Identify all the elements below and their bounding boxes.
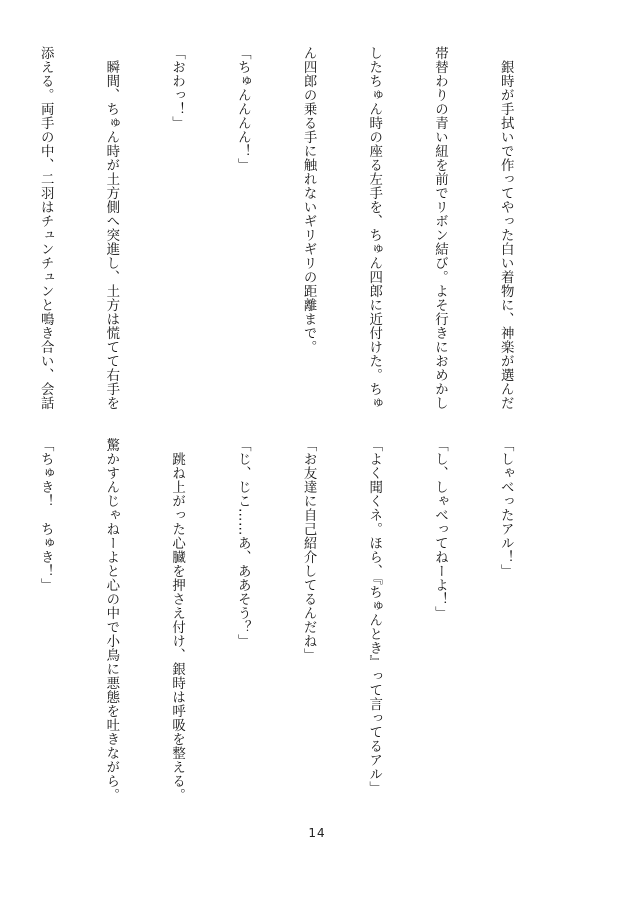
text-line: 跳ね上がった心臓を押さえ付け、銀時は呼吸を整える。 — [169, 438, 185, 802]
text-line: 帯替わりの青い紐を前でリボン結び。よそ行きにおめかし — [432, 46, 448, 410]
top-text-block — [38, 46, 560, 410]
text-line: 「よく聞くネ。ほら、『ちゅんとき』って言ってるアル」 — [366, 438, 382, 796]
text-line: 「じ、じこ……あ、ああそう？」 — [235, 438, 251, 648]
page-number: 14 — [308, 826, 326, 840]
text-line: 「おわっ！」 — [169, 46, 185, 130]
text-line: したちゅん時の座る左手を、ちゅん四郎に近付けた。ちゅ — [366, 46, 382, 410]
bottom-text-block — [38, 438, 560, 802]
text-line: 「し、しゃべってねーよ！」 — [432, 438, 448, 620]
text-line: ん四郎の乗る手に触れないギリギリの距離まで。 — [301, 46, 317, 354]
text-line: 銀時が手拭いで作ってやった白い着物に、神楽が選んだ — [498, 46, 514, 410]
text-line: 「お友達に自己紹介してるんだね」 — [301, 438, 317, 662]
text-line: 「ちゅき！ ちゅき！」 — [38, 438, 54, 592]
text-line: 瞬間、ちゅん時が土方側へ突進し、土方は慌てて右手を — [103, 46, 119, 410]
text-line: 「しゃべったアル！」 — [498, 438, 514, 578]
text-line: 「ちゅんんんん！」 — [235, 46, 251, 172]
text-line: 添える。両手の中、二羽はチュンチュンと鳴き合い、会話 — [38, 46, 54, 410]
text-line: 驚かすんじゃねーよと心の中で小鳥に悪態を吐きながら。 — [103, 438, 119, 802]
